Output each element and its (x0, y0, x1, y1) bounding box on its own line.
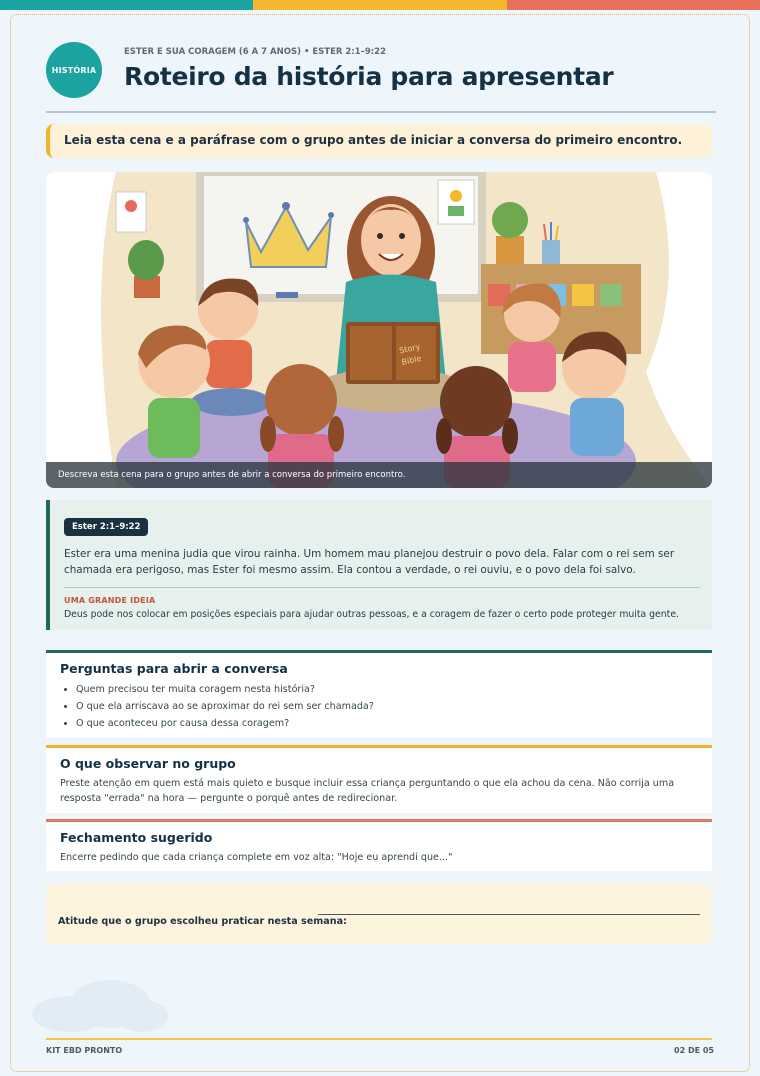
closing-title: Fechamento sugerido (60, 830, 213, 845)
instruction-note: Leia esta cena e a paráfrase com o grupo antes de iniciar a conversa do primeiro encontro. (46, 124, 712, 158)
big-idea-text: Deus pode nos colocar em posições especiais para ajudar outras pessoas, e a coragem de fazer o certo pode proteger muita gente. (64, 609, 679, 620)
story-divider (64, 587, 700, 588)
story-paraphrase (46, 500, 712, 630)
attitude-write-line[interactable] (318, 914, 700, 915)
page-header (46, 40, 716, 114)
big-idea-label: UMA GRANDE IDEIA (64, 596, 156, 605)
footer-divider (46, 1038, 712, 1040)
story-illustration (46, 172, 712, 488)
list-item: • O que ela arriscava ao se aproximar do rei sem ser chamada? (76, 698, 698, 715)
questions-title: Perguntas para abrir a conversa (60, 661, 288, 676)
observe-card (46, 745, 712, 813)
attitude-box (46, 884, 712, 944)
svg-text:Bible: Bible (400, 353, 423, 367)
section-badge: HISTÓRIA (46, 42, 102, 98)
footer-brand: KIT EBD PRONTO (46, 1046, 123, 1055)
observe-title: O que observar no grupo (60, 756, 236, 771)
closing-card (46, 819, 712, 871)
page-kicker: ESTER E SUA CORAGEM (6 A 7 ANOS) • ESTER 2:1–9:22 (124, 47, 386, 57)
cloud-decoration (30, 976, 170, 1034)
top-color-bar (0, 0, 760, 10)
closing-text: Encerre pedindo que cada criança complete em voz alta: "Hoje eu aprendi que..." (60, 852, 453, 863)
observe-text: Preste atenção em quem está mais quieto e busque incluir essa criança perguntando o que ela achou da cena. Não corrija uma resposta "errada" na hora — pergunte o porquê antes de redirecionar. (60, 778, 675, 804)
page-title: Roteiro da história para apresentar (124, 62, 614, 91)
story-text: Ester era uma menina judia que virou rainha. Um homem mau planejou destruir o povo dela. Falar com o rei sem ser chamada era perigoso, mas Ester foi mesmo assim. Ela contou a verdade, o rei ouviu, e o povo dela foi salvo. (64, 548, 675, 576)
scripture-reference: Ester 2:1–9:22 (64, 518, 148, 536)
top-bar-orange (507, 0, 760, 10)
top-bar-teal (0, 0, 253, 10)
svg-text:Story: Story (398, 342, 422, 356)
attitude-label: Atitude que o grupo escolheu praticar nesta semana: (58, 916, 347, 927)
classroom-scene-illustration (46, 172, 712, 488)
illustration-caption: Descreva esta cena para o grupo antes de abrir a conversa do primeiro encontro. (46, 462, 712, 488)
questions-list (60, 681, 698, 732)
top-bar-yellow (253, 0, 506, 10)
list-item: • O que aconteceu por causa dessa coragem? (76, 715, 698, 732)
header-divider (46, 111, 716, 113)
footer-page-number: 02 DE 05 (674, 1046, 714, 1055)
list-item: • Quem precisou ter muita coragem nesta história? (76, 681, 698, 698)
questions-card (46, 650, 712, 738)
